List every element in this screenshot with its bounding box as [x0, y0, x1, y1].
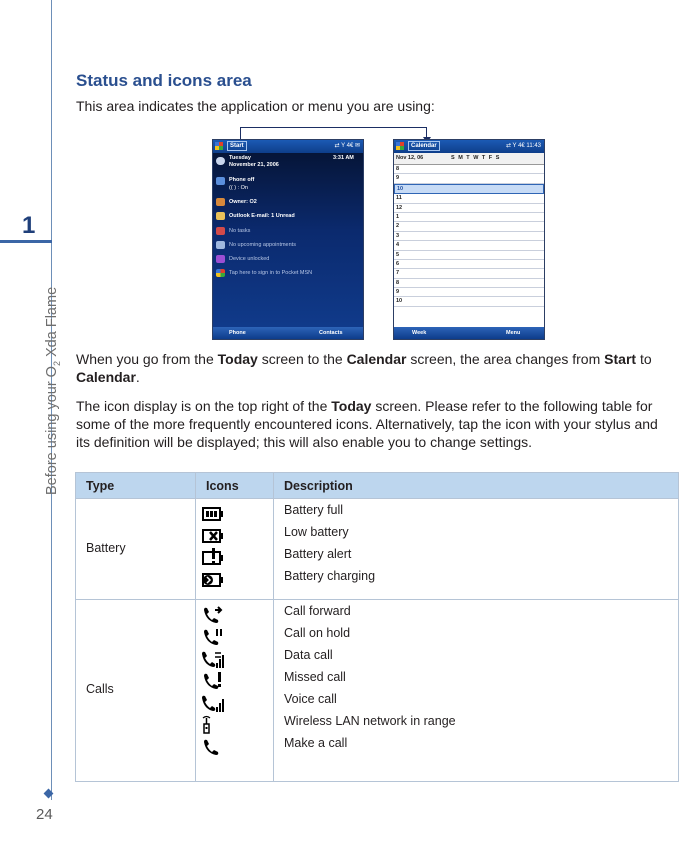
calendar-icon — [216, 241, 225, 249]
clock-icon — [216, 157, 225, 165]
soft-key-right: Contacts — [319, 330, 343, 336]
type-cell — [76, 600, 196, 782]
voice-call-icon — [201, 693, 225, 715]
icons-cell — [196, 600, 274, 782]
calendar-hour-row[interactable]: 8 — [394, 279, 544, 288]
title-label: Start — [227, 141, 247, 151]
calendar-hour-row[interactable]: 12 — [394, 204, 544, 213]
call-hold-icon — [201, 627, 225, 649]
calendar-hour-row[interactable]: 6 — [394, 260, 544, 269]
day-label: Tuesday — [229, 155, 251, 161]
table-row — [76, 499, 679, 600]
desc-missed-call: Missed call — [284, 670, 346, 684]
calendar-hour-row[interactable]: 3 — [394, 232, 544, 241]
page-number: 24 — [36, 806, 53, 823]
type-cell — [76, 499, 196, 600]
owner-label: Owner: O2 — [229, 199, 257, 205]
calendar-hour-row[interactable]: 4 — [394, 241, 544, 250]
chapter-rule — [0, 240, 52, 243]
type-battery: Battery — [86, 541, 126, 555]
soft-key-right: Menu — [506, 330, 521, 336]
desc-call-on-hold: Call on hold — [284, 626, 351, 640]
desc-low-battery: Low battery — [284, 525, 349, 539]
lock-icon — [216, 255, 225, 263]
battery-alert-icon — [201, 547, 225, 569]
tasks-label: No tasks — [229, 228, 251, 234]
soft-key-left: Week — [412, 330, 427, 336]
today-screenshot — [212, 139, 364, 340]
paragraph-icon-display: The icon display is on the top right of the Today screen. Please refer to the following table for some of the more frequently encountered icons. Alternatively, tap the icon with your stylus and its definition will be displayed; this will also enable you to change settings. — [76, 398, 658, 450]
calendar-hour-row[interactable]: 10 — [394, 184, 544, 194]
today-body — [213, 153, 363, 327]
section-title: Status and icons area — [76, 71, 252, 90]
phone-icon — [216, 177, 225, 185]
calendar-hour-row[interactable]: 9 — [394, 174, 544, 183]
paragraph-today-calendar: When you go from the Today screen to the Calendar screen, the area changes from Start to Calendar. — [76, 351, 652, 385]
data-call-icon — [201, 649, 225, 671]
phone-detail: (( ) : On — [229, 185, 248, 191]
start-flag-icon — [396, 142, 404, 150]
header-description: Description — [274, 473, 679, 499]
calendar-hour-row[interactable]: 8 — [394, 165, 544, 174]
missed-call-icon — [201, 671, 225, 693]
calendar-weekdays: S M T W T F S — [451, 155, 501, 161]
desc-voice-call: Voice call — [284, 692, 337, 706]
desc-battery-alert: Battery alert — [284, 547, 352, 561]
desc-call-forward: Call forward — [284, 604, 351, 618]
appointments-label: No upcoming appointments — [229, 242, 296, 248]
desc-battery-full: Battery full — [284, 503, 344, 517]
start-flag-icon — [215, 142, 223, 150]
calendar-hours — [394, 165, 544, 327]
battery-charging-icon — [201, 569, 225, 591]
desc-make-a-call: Make a call — [284, 736, 348, 750]
battery-low-icon — [201, 525, 225, 547]
desc-battery-charging: Battery charging — [284, 569, 376, 583]
header-icons: Icons — [196, 473, 274, 499]
email-label: Outlook E-mail: 1 Unread — [229, 213, 295, 219]
status-icons: ⇄ Y 4€ ✉ — [334, 143, 360, 149]
calendar-header — [394, 153, 544, 165]
table-row — [76, 600, 679, 782]
battery-full-icon — [201, 503, 225, 525]
type-calls: Calls — [86, 682, 114, 696]
desc-data-call: Data call — [284, 648, 333, 662]
date-label: November 21, 2006 — [229, 162, 279, 168]
msn-butterfly-icon — [216, 269, 225, 277]
status-icons: ⇄ Y 4€ 11:43 — [505, 143, 541, 149]
tasks-icon — [216, 227, 225, 235]
calendar-hour-row[interactable]: 5 — [394, 251, 544, 260]
email-icon — [216, 212, 225, 220]
table-header-row — [76, 473, 679, 499]
description-cell — [274, 600, 679, 782]
call-forward-icon — [201, 605, 225, 627]
connector-line — [240, 127, 426, 128]
header-type: Type — [76, 473, 196, 499]
icons-cell — [196, 499, 274, 600]
device-label: Device unlocked — [229, 256, 270, 262]
calendar-hour-row[interactable]: 2 — [394, 222, 544, 231]
icons-table — [75, 472, 679, 782]
calendar-screenshot — [393, 139, 545, 340]
intro-text: This area indicates the application or menu you are using: — [76, 98, 435, 114]
time-label: 3:31 AM — [333, 155, 354, 161]
title-label: Calendar — [408, 141, 440, 151]
soft-key-bar — [394, 327, 544, 339]
calendar-hour-row[interactable]: 11 — [394, 194, 544, 203]
calendar-hour-row[interactable]: 10 — [394, 297, 544, 306]
title-bar — [213, 140, 363, 153]
owner-icon — [216, 198, 225, 206]
wireless-lan-icon — [201, 715, 225, 737]
chapter-number: 1 — [22, 212, 36, 239]
chapter-tab-text: Before using your $O_2$ Xda Flame — [44, 286, 62, 495]
passport-label: Tap here to sign in to Pocket MSN — [229, 270, 313, 276]
title-bar — [394, 140, 544, 153]
soft-key-left: Phone — [229, 330, 246, 336]
make-call-icon — [201, 737, 225, 759]
description-cell — [274, 499, 679, 600]
phone-label: Phone off — [229, 177, 255, 183]
calendar-hour-row[interactable]: 7 — [394, 269, 544, 278]
soft-key-bar — [213, 327, 363, 339]
calendar-date: Nov 12, 06 — [396, 155, 424, 161]
desc-wireless-lan: Wireless LAN network in range — [284, 714, 456, 728]
calendar-hour-row[interactable]: 9 — [394, 288, 544, 297]
calendar-hour-row[interactable]: 1 — [394, 213, 544, 222]
